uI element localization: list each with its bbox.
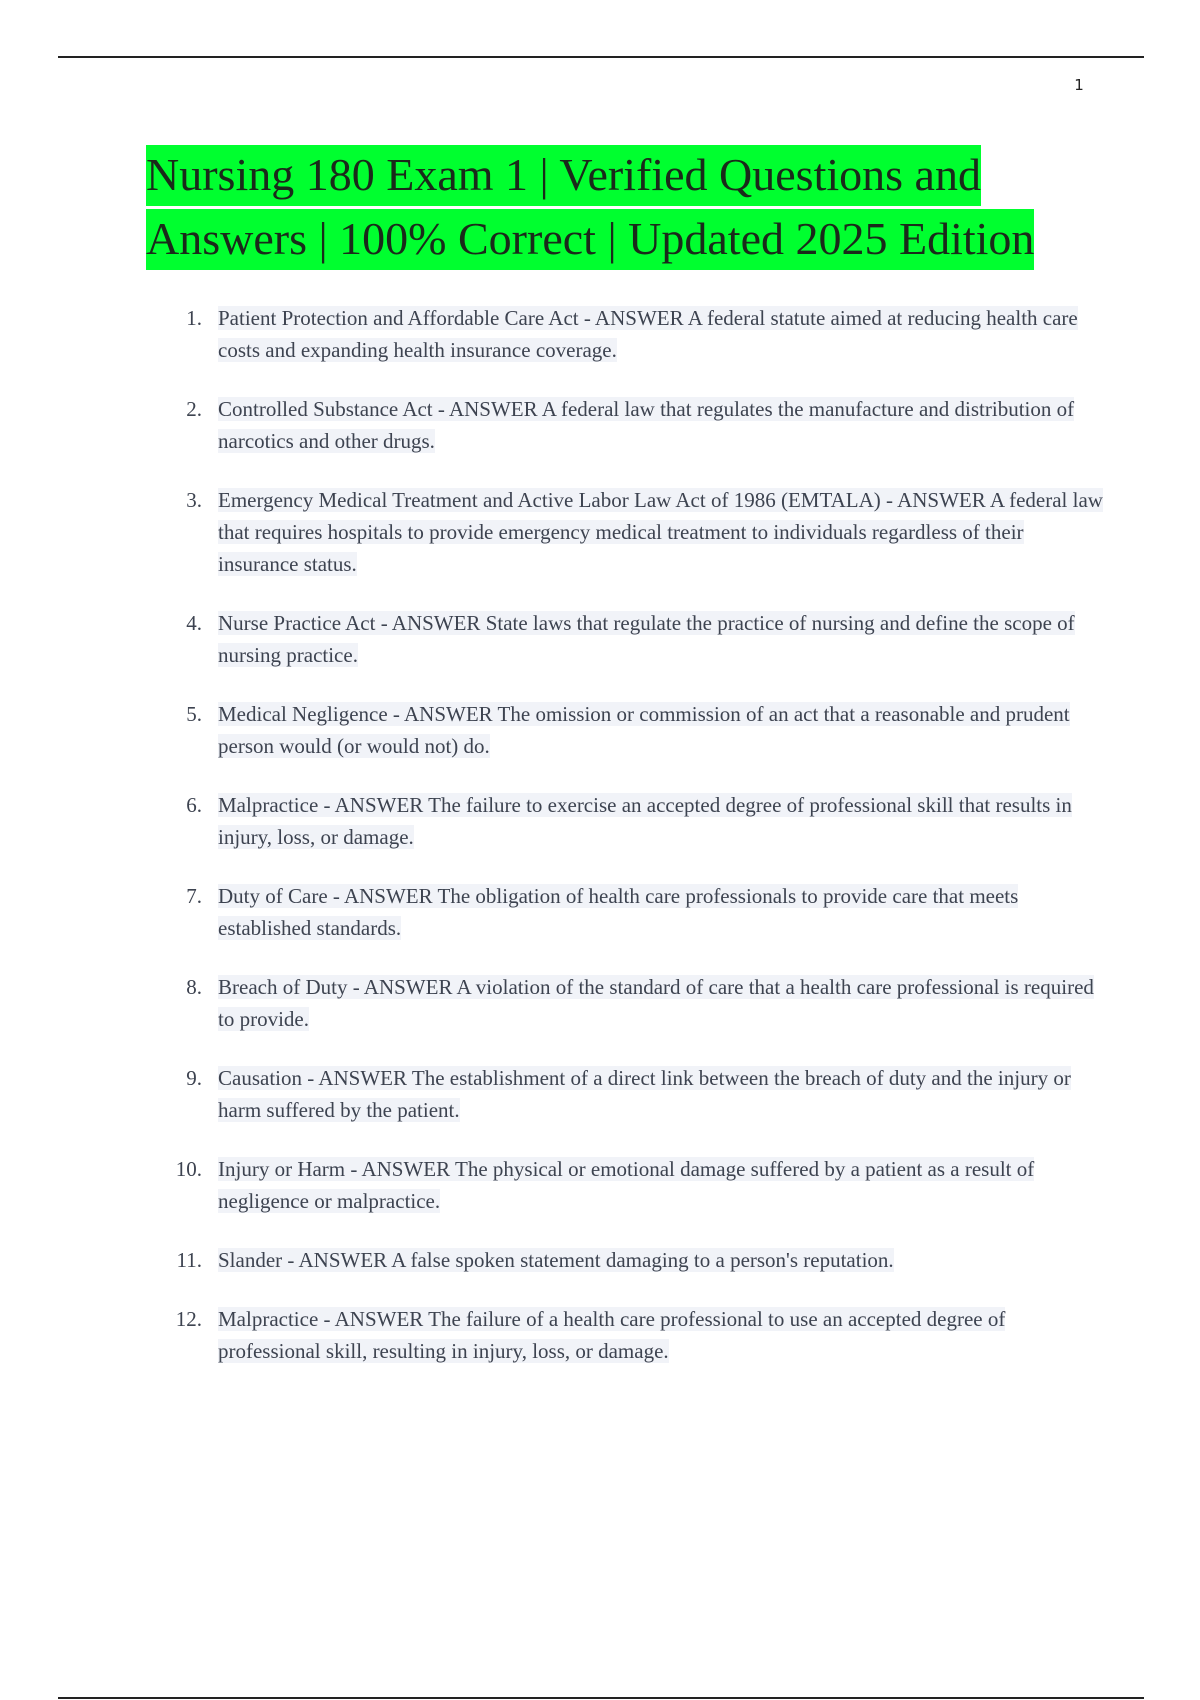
qa-item (146, 1244, 1106, 1276)
document-title (146, 143, 1126, 271)
qa-item (146, 1062, 1106, 1126)
item-text: Controlled Substance Act - ANSWER A federal law that regulates the manufacture and distribution of narcotics and other drugs. (218, 397, 1075, 453)
item-number: 6. (186, 793, 202, 817)
qa-item (146, 1303, 1106, 1367)
qa-list (146, 302, 1106, 1367)
item-text: Emergency Medical Treatment and Active Labor Law Act of 1986 (EMTALA) - ANSWER A federal law that requires hospitals to provide emergency medical treatment to individuals regardless of their insurance status. (218, 488, 1103, 576)
qa-item (146, 1153, 1106, 1217)
title-highlight: Nursing 180 Exam 1 | Verified Questions and Answers | 100% Correct | Updated 2025 Edition (146, 145, 1034, 270)
item-text: Injury or Harm - ANSWER The physical or emotional damage suffered by a patient as a result of negligence or malpractice. (218, 1157, 1035, 1213)
item-text: Malpractice - ANSWER The failure of a health care professional to use an accepted degree of professional skill, resulting in injury, loss, or damage. (218, 1307, 1006, 1363)
item-number: 11. (176, 1248, 202, 1272)
item-number: 10. (175, 1157, 202, 1181)
item-text: Duty of Care - ANSWER The obligation of health care professionals to provide care that meets established standards. (218, 884, 1019, 940)
qa-item (146, 880, 1106, 944)
item-number: 12. (175, 1307, 202, 1331)
item-number: 4. (186, 611, 202, 635)
item-text: Slander - ANSWER A false spoken statement damaging to a person's reputation. (218, 1248, 894, 1272)
item-text: Medical Negligence - ANSWER The omission or commission of an act that a reasonable and prudent person would (or would not) do. (218, 702, 1070, 758)
item-number: 5. (186, 702, 202, 726)
item-number: 2. (186, 397, 202, 421)
item-number: 9. (186, 1066, 202, 1090)
qa-item (146, 484, 1106, 580)
item-text: Nurse Practice Act - ANSWER State laws that regulate the practice of nursing and define the scope of nursing practice. (218, 611, 1075, 667)
item-number: 8. (186, 975, 202, 999)
item-number: 1. (186, 306, 202, 330)
qa-item (146, 698, 1106, 762)
item-text: Malpractice - ANSWER The failure to exercise an accepted degree of professional skill that results in injury, loss, or damage. (218, 793, 1072, 849)
qa-item (146, 302, 1106, 366)
item-text: Patient Protection and Affordable Care Act - ANSWER A federal statute aimed at reducing health care costs and expanding health insurance coverage. (218, 306, 1078, 362)
footer-rule (58, 1697, 1144, 1699)
qa-item (146, 971, 1106, 1035)
item-number: 7. (186, 884, 202, 908)
header-rule (58, 56, 1144, 58)
item-text: Causation - ANSWER The establishment of a direct link between the breach of duty and the injury or harm suffered by the patient. (218, 1066, 1071, 1122)
qa-item (146, 393, 1106, 457)
item-number: 3. (186, 488, 202, 512)
qa-item (146, 607, 1106, 671)
item-text: Breach of Duty - ANSWER A violation of the standard of care that a health care professional is required to provide. (218, 975, 1094, 1031)
page-number: 1 (1074, 76, 1084, 94)
qa-item (146, 789, 1106, 853)
